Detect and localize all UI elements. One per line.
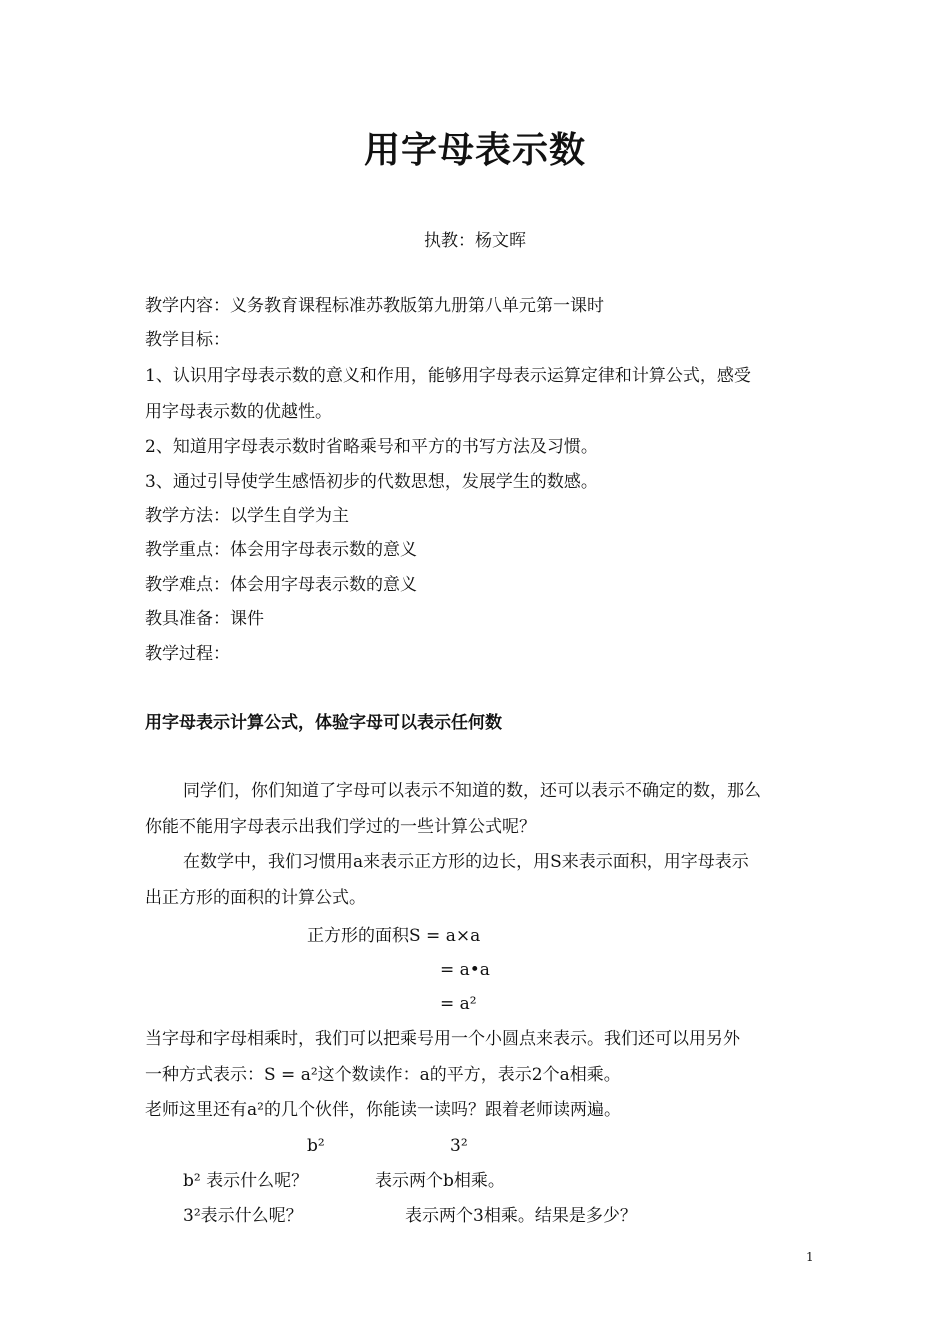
partner-3-squared: 3² [450, 1136, 468, 1156]
paragraph-1-line-2: 你能不能用字母表示出我们学过的一些计算公式呢？ [145, 817, 536, 837]
formula-line-3: = a² [440, 994, 477, 1014]
question-2: 3²表示什么呢？ [183, 1206, 303, 1226]
goals-label: 教学目标： [145, 330, 230, 350]
teaching-content: 教学内容：义务教育课程标准苏教版第九册第八单元第一课时 [145, 296, 604, 316]
goal-3: 3、通过引导使学生感悟初步的代数思想，发展学生的数感。 [145, 472, 598, 492]
teaching-tools: 教具准备：课件 [145, 609, 264, 629]
teaching-key-point: 教学重点：体会用字母表示数的意义 [145, 540, 417, 560]
paragraph-1-line-1: 同学们，你们知道了字母可以表示不知道的数，还可以表示不确定的数，那么 [183, 781, 761, 801]
section-heading: 用字母表示计算公式，体验字母可以表示任何数 [145, 713, 502, 733]
paragraph-2-line-2: 出正方形的面积的计算公式。 [145, 888, 366, 908]
partner-b-squared: b² [307, 1136, 325, 1156]
goal-1-line-2: 用字母表示数的优越性。 [145, 402, 332, 422]
teaching-process-label: 教学过程： [145, 644, 230, 664]
paragraph-3-line-2: 一种方式表示：S = a²这个数读作：a的平方，表示2个a相乘。 [145, 1065, 621, 1085]
document-title: 用字母表示数 [363, 130, 586, 171]
paragraph-3-line-1: 当字母和字母相乘时，我们可以把乘号用一个小圆点来表示。我们还可以用另外 [145, 1029, 740, 1049]
formula-line-2: = a•a [440, 960, 490, 980]
paragraph-4: 老师这里还有a²的几个伙伴，你能读一读吗？跟着老师读两遍。 [145, 1100, 621, 1120]
page-number: 1 [806, 1250, 814, 1264]
goal-2: 2、知道用字母表示数时省略乘号和平方的书写方法及习惯。 [145, 437, 598, 457]
question-1: b² 表示什么呢？ [183, 1171, 309, 1191]
answer-2: 表示两个3相乘。结果是多少？ [405, 1206, 637, 1226]
answer-1: 表示两个b相乘。 [375, 1171, 505, 1191]
teaching-difficulty: 教学难点：体会用字母表示数的意义 [145, 575, 417, 595]
goal-1-line-1: 1、认识用字母表示数的意义和作用，能够用字母表示运算定律和计算公式，感受 [145, 366, 751, 386]
author-line: 执教：杨文晖 [424, 231, 526, 251]
paragraph-2-line-1: 在数学中，我们习惯用a来表示正方形的边长，用S来表示面积，用字母表示 [183, 852, 749, 872]
teaching-method: 教学方法：以学生自学为主 [145, 506, 349, 526]
formula-line-1: 正方形的面积S = a×a [307, 926, 481, 946]
